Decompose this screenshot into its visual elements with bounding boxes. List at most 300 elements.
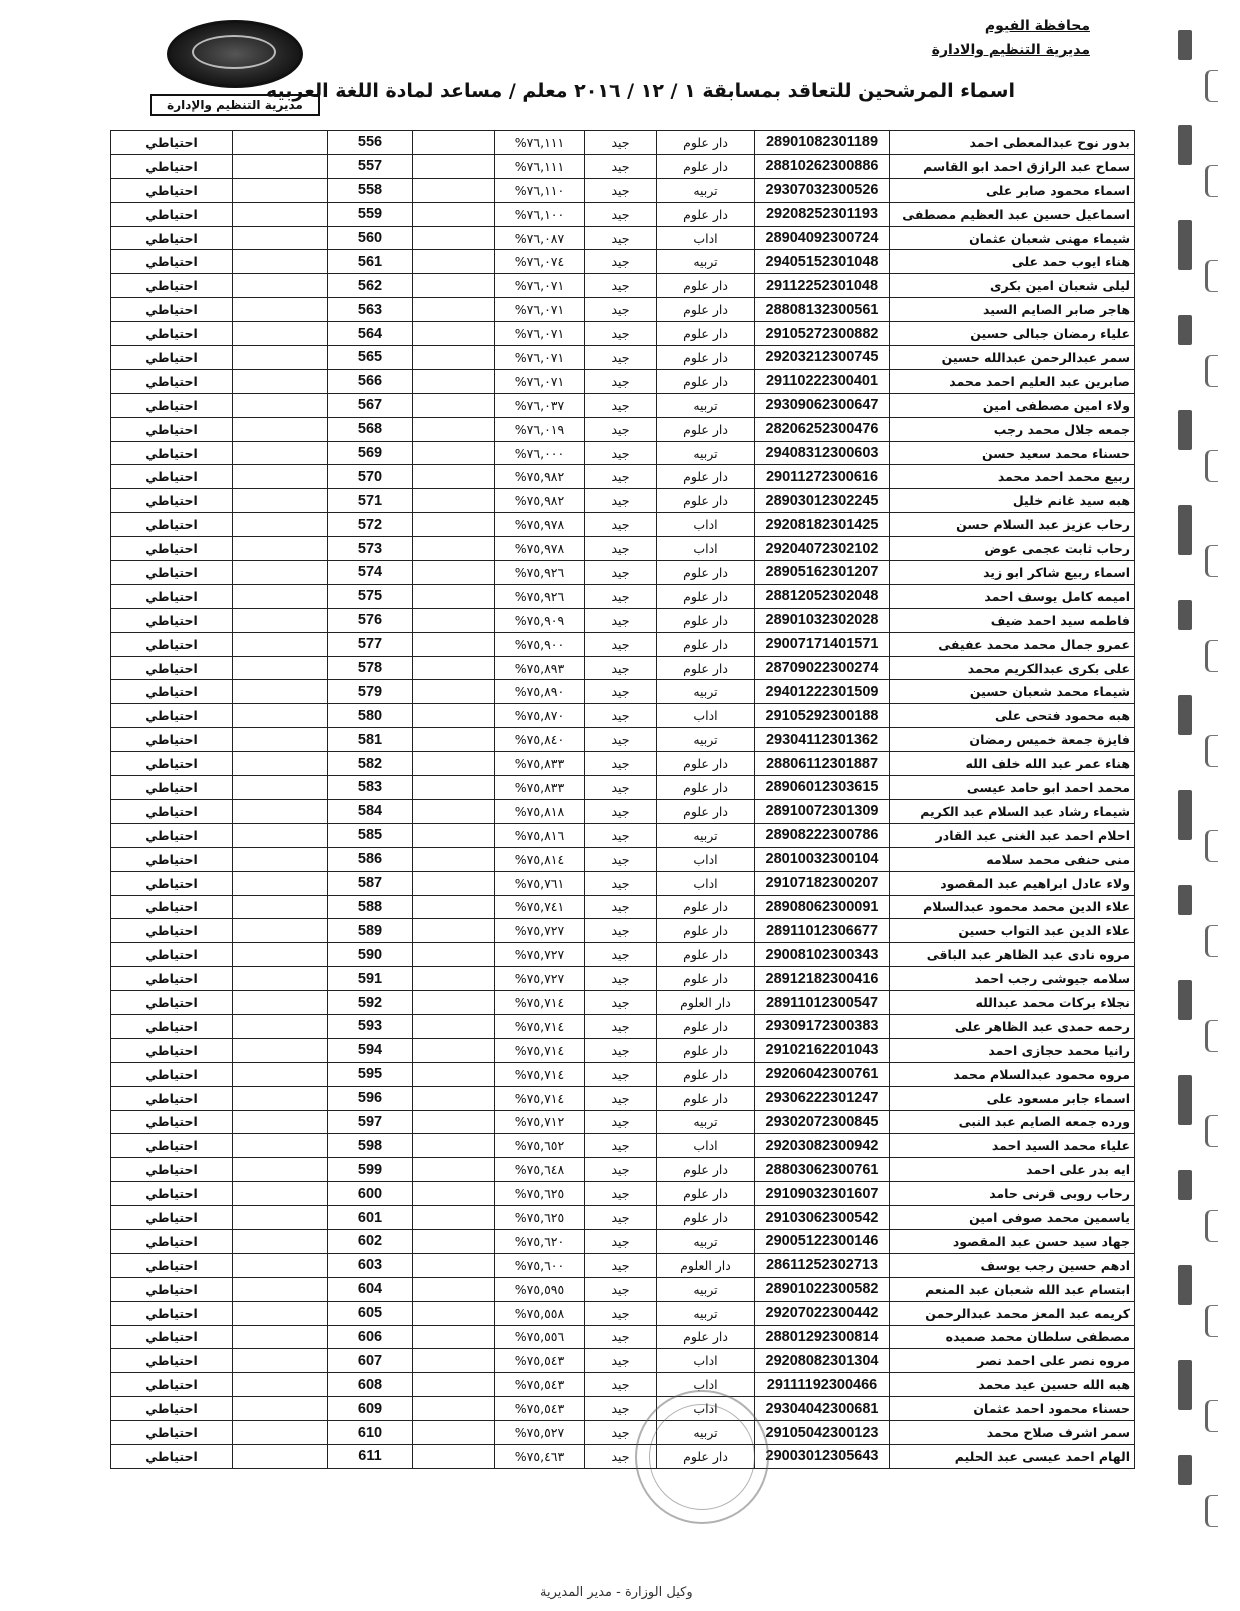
status: احتياطي [111, 823, 233, 847]
qualification: دار علوم [657, 1182, 755, 1206]
table-row [111, 919, 1135, 943]
serial-number: 567 [328, 393, 413, 417]
blank-cell [233, 967, 328, 991]
grade: جيد [585, 298, 657, 322]
blank-cell [413, 847, 495, 871]
table-row [111, 1397, 1135, 1421]
serial-number: 556 [328, 131, 413, 155]
status: احتياطي [111, 943, 233, 967]
status: احتياطي [111, 298, 233, 322]
margin-tab [1178, 695, 1192, 735]
qualification: دار علوم [657, 1325, 755, 1349]
candidate-name: علياء رمضان جبالى حسين [890, 322, 1135, 346]
logo-caption: مديرية التنظيم والإدارة [150, 94, 320, 116]
grade: جيد [585, 369, 657, 393]
candidate-name: رانيا محمد حجازى احمد [890, 1038, 1135, 1062]
grade: جيد [585, 1086, 657, 1110]
table-row [111, 823, 1135, 847]
blank-cell [233, 178, 328, 202]
serial-number: 593 [328, 1014, 413, 1038]
qualification: تربيه [657, 1301, 755, 1325]
serial-number: 606 [328, 1325, 413, 1349]
candidate-name: كريمه عبد المعز محمد عبدالرحمن [890, 1301, 1135, 1325]
national-id: 29207022300442 [755, 1301, 890, 1325]
blank-cell [233, 680, 328, 704]
percentage: %٧٥,٨١٦ [495, 823, 585, 847]
page-header [932, 14, 1090, 62]
grade: جيد [585, 226, 657, 250]
binder-ring [1205, 1115, 1218, 1147]
grade: جيد [585, 1062, 657, 1086]
national-id: 28801292300814 [755, 1325, 890, 1349]
serial-number: 603 [328, 1253, 413, 1277]
status: احتياطي [111, 1325, 233, 1349]
blank-cell [413, 537, 495, 561]
blank-cell [413, 441, 495, 465]
grade: جيد [585, 632, 657, 656]
table-row [111, 1158, 1135, 1182]
table-row [111, 943, 1135, 967]
blank-cell [413, 680, 495, 704]
percentage: %٧٥,٧١٤ [495, 1038, 585, 1062]
qualification: تربيه [657, 728, 755, 752]
binder-ring [1205, 450, 1218, 482]
status: احتياطي [111, 441, 233, 465]
table-row [111, 250, 1135, 274]
grade: جيد [585, 1206, 657, 1230]
percentage: %٧٦,١١١ [495, 154, 585, 178]
status: احتياطي [111, 250, 233, 274]
status: احتياطي [111, 561, 233, 585]
margin-tab [1178, 30, 1192, 60]
blank-cell [413, 298, 495, 322]
serial-number: 610 [328, 1421, 413, 1445]
serial-number: 566 [328, 369, 413, 393]
candidate-name: ابتسام عبد الله شعبان عبد المنعم [890, 1277, 1135, 1301]
blank-cell [233, 1349, 328, 1373]
status: احتياطي [111, 991, 233, 1015]
table-row [111, 1277, 1135, 1301]
national-id: 29302072300845 [755, 1110, 890, 1134]
status: احتياطي [111, 226, 233, 250]
blank-cell [413, 393, 495, 417]
table-row [111, 799, 1135, 823]
grade: جيد [585, 1277, 657, 1301]
margin-tab [1178, 220, 1192, 270]
table-row [111, 776, 1135, 800]
candidate-name: حسناء محمد سعيد حسن [890, 441, 1135, 465]
percentage: %٧٥,٩٢٦ [495, 561, 585, 585]
blank-cell [233, 823, 328, 847]
blank-cell [233, 943, 328, 967]
status: احتياطي [111, 417, 233, 441]
table-row [111, 1038, 1135, 1062]
grade: جيد [585, 417, 657, 441]
candidate-name: شيماء رشاد عبد السلام عبد الكريم [890, 799, 1135, 823]
table-row [111, 1253, 1135, 1277]
percentage: %٧٥,٧٢٧ [495, 919, 585, 943]
table-row [111, 131, 1135, 155]
grade: جيد [585, 704, 657, 728]
grade: جيد [585, 441, 657, 465]
percentage: %٧٥,٦٢٠ [495, 1229, 585, 1253]
percentage: %٧٥,٨٣٣ [495, 776, 585, 800]
candidate-name: اسماء ربيع شاكر ابو زيد [890, 561, 1135, 585]
grade: جيد [585, 513, 657, 537]
blank-cell [233, 1421, 328, 1445]
status: احتياطي [111, 131, 233, 155]
national-id: 29105042300123 [755, 1421, 890, 1445]
blank-cell [233, 1229, 328, 1253]
candidate-name: هاجر صابر الصايم السيد [890, 298, 1135, 322]
table-row [111, 1014, 1135, 1038]
national-id: 28904092300724 [755, 226, 890, 250]
percentage: %٧٥,٨٩٠ [495, 680, 585, 704]
serial-number: 571 [328, 489, 413, 513]
blank-cell [413, 322, 495, 346]
serial-number: 565 [328, 346, 413, 370]
percentage: %٧٥,٨٧٠ [495, 704, 585, 728]
status: احتياطي [111, 513, 233, 537]
status: احتياطي [111, 1158, 233, 1182]
percentage: %٧٥,٥٩٥ [495, 1277, 585, 1301]
percentage: %٧٥,٨٩٣ [495, 656, 585, 680]
qualification: تربيه [657, 823, 755, 847]
blank-cell [233, 704, 328, 728]
candidate-name: ادهم حسين رجب يوسف [890, 1253, 1135, 1277]
binder-ring [1205, 70, 1218, 102]
qualification: دار علوم [657, 298, 755, 322]
blank-cell [413, 752, 495, 776]
grade: جيد [585, 322, 657, 346]
status: احتياطي [111, 656, 233, 680]
blank-cell [233, 919, 328, 943]
percentage: %٧٥,٩٠٩ [495, 608, 585, 632]
blank-cell [233, 1206, 328, 1230]
qualification: دار علوم [657, 1038, 755, 1062]
qualification: دار علوم [657, 584, 755, 608]
blank-cell [233, 799, 328, 823]
serial-number: 588 [328, 895, 413, 919]
blank-cell [413, 799, 495, 823]
blank-cell [413, 1397, 495, 1421]
table-row [111, 226, 1135, 250]
percentage: %٧٦,٠١٩ [495, 417, 585, 441]
grade: جيد [585, 537, 657, 561]
percentage: %٧٥,٩٨٢ [495, 465, 585, 489]
national-id: 29208082301304 [755, 1349, 890, 1373]
status: احتياطي [111, 1229, 233, 1253]
margin-tab [1178, 1455, 1192, 1485]
blank-cell [233, 584, 328, 608]
candidate-name: بدور نوح عبدالمعطى احمد [890, 131, 1135, 155]
qualification: دار العلوم [657, 991, 755, 1015]
national-id: 29208252301193 [755, 202, 890, 226]
qualification: تربيه [657, 178, 755, 202]
blank-cell [233, 1301, 328, 1325]
blank-cell [233, 895, 328, 919]
blank-cell [233, 632, 328, 656]
blank-cell [233, 250, 328, 274]
national-id: 28905162301207 [755, 561, 890, 585]
candidate-name: هبه سيد غانم خليل [890, 489, 1135, 513]
serial-number: 594 [328, 1038, 413, 1062]
blank-cell [233, 608, 328, 632]
candidate-name: علياء محمد السيد احمد [890, 1134, 1135, 1158]
table-row [111, 1444, 1135, 1468]
status: احتياطي [111, 322, 233, 346]
blank-cell [413, 919, 495, 943]
table-row [111, 1134, 1135, 1158]
blank-cell [413, 1062, 495, 1086]
candidate-name: رحاب روبى قرنى حامد [890, 1182, 1135, 1206]
national-id: 29105272300882 [755, 322, 890, 346]
national-id: 28806112301887 [755, 752, 890, 776]
serial-number: 561 [328, 250, 413, 274]
grade: جيد [585, 967, 657, 991]
percentage: %٧٥,٥٤٣ [495, 1349, 585, 1373]
status: احتياطي [111, 1014, 233, 1038]
candidate-name: سمر اشرف صلاح محمد [890, 1421, 1135, 1445]
blank-cell [413, 584, 495, 608]
percentage: %٧٥,٦٢٥ [495, 1206, 585, 1230]
status: احتياطي [111, 465, 233, 489]
percentage: %٧٥,٩٧٨ [495, 537, 585, 561]
blank-cell [413, 154, 495, 178]
national-id: 28803062300761 [755, 1158, 890, 1182]
grade: جيد [585, 1397, 657, 1421]
qualification: دار علوم [657, 1014, 755, 1038]
blank-cell [233, 465, 328, 489]
serial-number: 558 [328, 178, 413, 202]
candidate-name: مروه محمود عبدالسلام محمد [890, 1062, 1135, 1086]
status: احتياطي [111, 871, 233, 895]
national-id: 29408312300603 [755, 441, 890, 465]
qualification: تربيه [657, 1110, 755, 1134]
table-row [111, 202, 1135, 226]
candidate-name: الهام احمد عيسى عبد الحليم [890, 1444, 1135, 1468]
candidate-name: هبه الله حسين عيد محمد [890, 1373, 1135, 1397]
national-id: 28901032302028 [755, 608, 890, 632]
table-row [111, 1421, 1135, 1445]
margin-tab [1178, 1265, 1192, 1305]
national-id: 29102162201043 [755, 1038, 890, 1062]
serial-number: 586 [328, 847, 413, 871]
blank-cell [233, 202, 328, 226]
percentage: %٧٥,٥٢٧ [495, 1421, 585, 1445]
national-id: 29011272300616 [755, 465, 890, 489]
percentage: %٧٥,٧١٤ [495, 1014, 585, 1038]
national-id: 29307032300526 [755, 178, 890, 202]
table-row [111, 346, 1135, 370]
table-row [111, 656, 1135, 680]
candidate-name: حسناء محمود احمد عثمان [890, 1397, 1135, 1421]
blank-cell [413, 417, 495, 441]
grade: جيد [585, 1325, 657, 1349]
grade: جيد [585, 1421, 657, 1445]
blank-cell [413, 1086, 495, 1110]
candidate-name: منى حنفى محمد سلامه [890, 847, 1135, 871]
percentage: %٧٦,٠٠٠ [495, 441, 585, 465]
status: احتياطي [111, 1182, 233, 1206]
grade: جيد [585, 1373, 657, 1397]
percentage: %٧٦,٠٧١ [495, 298, 585, 322]
table-row [111, 871, 1135, 895]
blank-cell [413, 1325, 495, 1349]
national-id: 28812052302048 [755, 584, 890, 608]
candidate-name: ورده جمعه الصايم عبد النبى [890, 1110, 1135, 1134]
candidate-name: مروه نصر على احمد نصر [890, 1349, 1135, 1373]
margin-tab [1178, 885, 1192, 915]
status: احتياطي [111, 1277, 233, 1301]
grade: جيد [585, 202, 657, 226]
percentage: %٧٥,٧١٤ [495, 1062, 585, 1086]
qualification: اداب [657, 704, 755, 728]
candidate-name: احلام احمد عبد الغنى عبد القادر [890, 823, 1135, 847]
blank-cell [233, 847, 328, 871]
status: احتياطي [111, 1110, 233, 1134]
candidates-table-body [111, 131, 1135, 1469]
blank-cell [413, 656, 495, 680]
blank-cell [233, 991, 328, 1015]
candidate-name: رحاب ثابت عجمى عوض [890, 537, 1135, 561]
serial-number: 577 [328, 632, 413, 656]
serial-number: 564 [328, 322, 413, 346]
serial-number: 601 [328, 1206, 413, 1230]
table-row [111, 537, 1135, 561]
percentage: %٧٥,٧٤١ [495, 895, 585, 919]
blank-cell [413, 369, 495, 393]
qualification: دار علوم [657, 799, 755, 823]
percentage: %٧٥,٥٤٣ [495, 1373, 585, 1397]
serial-number: 609 [328, 1397, 413, 1421]
blank-cell [233, 871, 328, 895]
qualification: اداب [657, 1397, 755, 1421]
candidate-name: ولاء عادل ابراهيم عبد المقصود [890, 871, 1135, 895]
blank-cell [413, 728, 495, 752]
qualification: دار علوم [657, 1206, 755, 1230]
table-row [111, 154, 1135, 178]
table-row [111, 441, 1135, 465]
qualification: دار علوم [657, 274, 755, 298]
grade: جيد [585, 991, 657, 1015]
percentage: %٧٦,١١٠ [495, 178, 585, 202]
blank-cell [233, 752, 328, 776]
candidate-name: فايزة جمعة خميس رمضان [890, 728, 1135, 752]
blank-cell [413, 871, 495, 895]
qualification: دار علوم [657, 608, 755, 632]
percentage: %٧٥,٧١٤ [495, 991, 585, 1015]
blank-cell [413, 1421, 495, 1445]
percentage: %٧٥,٥٤٣ [495, 1397, 585, 1421]
grade: جيد [585, 1134, 657, 1158]
candidate-name: فاطمه سيد احمد ضيف [890, 608, 1135, 632]
blank-cell [413, 823, 495, 847]
grade: جيد [585, 561, 657, 585]
candidate-name: نجلاء بركات محمد عبدالله [890, 991, 1135, 1015]
table-row [111, 728, 1135, 752]
grade: جيد [585, 1444, 657, 1468]
candidate-name: ياسمين محمد صوفى امين [890, 1206, 1135, 1230]
grade: جيد [585, 656, 657, 680]
table-row [111, 1206, 1135, 1230]
national-id: 28908222300786 [755, 823, 890, 847]
margin-tab [1178, 600, 1192, 630]
qualification: دار علوم [657, 154, 755, 178]
percentage: %٧٥,٤٦٣ [495, 1444, 585, 1468]
national-id: 29103062300542 [755, 1206, 890, 1230]
blank-cell [413, 202, 495, 226]
table-row [111, 752, 1135, 776]
percentage: %٧٥,٧٢٧ [495, 967, 585, 991]
status: احتياطي [111, 895, 233, 919]
qualification: دار علوم [657, 776, 755, 800]
qualification: دار علوم [657, 1444, 755, 1468]
blank-cell [413, 131, 495, 155]
qualification: دار علوم [657, 131, 755, 155]
percentage: %٧٥,٨٣٣ [495, 752, 585, 776]
margin-tab [1178, 315, 1192, 345]
status: احتياطي [111, 202, 233, 226]
national-id: 28910072301309 [755, 799, 890, 823]
blank-cell [233, 776, 328, 800]
status: احتياطي [111, 584, 233, 608]
national-id: 28810262300886 [755, 154, 890, 178]
grade: جيد [585, 608, 657, 632]
blank-cell [413, 1349, 495, 1373]
qualification: دار علوم [657, 369, 755, 393]
national-id: 29206042300761 [755, 1062, 890, 1086]
serial-number: 557 [328, 154, 413, 178]
blank-cell [413, 632, 495, 656]
serial-number: 559 [328, 202, 413, 226]
serial-number: 585 [328, 823, 413, 847]
candidate-name: رحمه حمدى عبد الظاهر على [890, 1014, 1135, 1038]
grade: جيد [585, 584, 657, 608]
table-row [111, 489, 1135, 513]
blank-cell [233, 489, 328, 513]
blank-cell [413, 608, 495, 632]
table-row [111, 393, 1135, 417]
blank-cell [233, 656, 328, 680]
status: احتياطي [111, 728, 233, 752]
margin-tab [1178, 1360, 1192, 1410]
qualification: اداب [657, 537, 755, 561]
status: احتياطي [111, 1206, 233, 1230]
blank-cell [233, 393, 328, 417]
status: احتياطي [111, 1444, 233, 1468]
serial-number: 596 [328, 1086, 413, 1110]
qualification: دار علوم [657, 919, 755, 943]
table-row [111, 298, 1135, 322]
table-row [111, 465, 1135, 489]
binder-ring [1205, 925, 1218, 957]
national-id: 29208182301425 [755, 513, 890, 537]
blank-cell [413, 226, 495, 250]
status: احتياطي [111, 489, 233, 513]
table-row [111, 967, 1135, 991]
binder-ring [1205, 545, 1218, 577]
binder-ring [1205, 1020, 1218, 1052]
margin-tab [1178, 980, 1192, 1020]
binder-ring [1205, 640, 1218, 672]
blank-cell [413, 1206, 495, 1230]
blank-cell [233, 417, 328, 441]
serial-number: 595 [328, 1062, 413, 1086]
national-id: 28903012302245 [755, 489, 890, 513]
national-id: 28808132300561 [755, 298, 890, 322]
binder-ring [1205, 830, 1218, 862]
